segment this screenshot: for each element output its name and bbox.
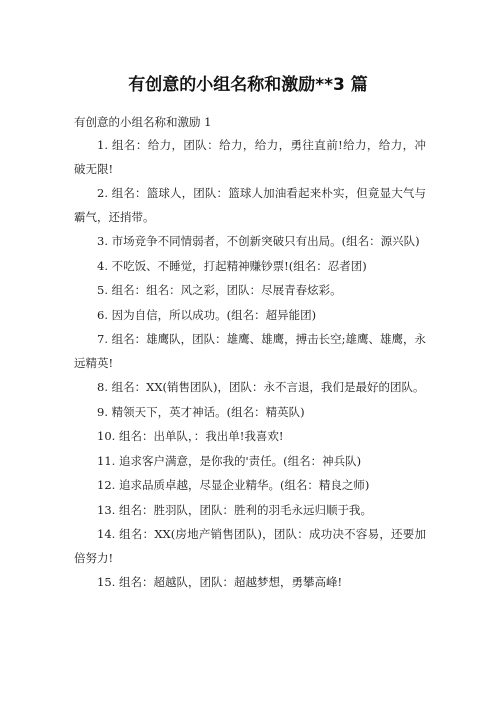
list-item: 8. 组名：XX(销售团队)，团队：永不言退，我们是最好的团队。: [97, 380, 425, 394]
section-subtitle: 有创意的小组名称和激励 1: [74, 115, 212, 129]
list-item: 2. 组名：篮球人，团队：篮球人加油看起来朴实，但竟显大气与霸气，还捎带。: [74, 186, 426, 224]
list-item: 1. 组名：给力，团队：给力，给力，勇往直前!给力，给力，冲破无限!: [74, 138, 426, 176]
list-item: 6. 因为自信，所以成功。(组名：超异能团): [97, 307, 317, 322]
list-item: 9. 精领天下，英才神话。(组名：精英队): [97, 404, 305, 419]
list-item: 14. 组名：XX(房地产销售团队)，团队：成功决不容易，还要加倍努力!: [74, 527, 426, 565]
list-item: 12. 追求品质卓越，尽显企业精华。(组名：精良之师): [97, 478, 370, 492]
list-item: 5. 组名：组名：风之彩，团队：尽展青春炫彩。: [97, 283, 342, 297]
list-item: 10. 组名：出单队，：我出单!我喜欢!: [97, 429, 284, 443]
slogan-list: [74, 134, 426, 596]
list-item: 15. 组名：超越队，团队：超越梦想，勇攀高峰!: [97, 575, 343, 589]
list-item: 3. 市场竞争不同情弱者，不创新突破只有出局。(组名：源兴队): [97, 234, 420, 248]
list-item: 4. 不吃饭、不睡觉，打起精神赚钞票!(组名：忍者团): [97, 258, 367, 273]
document-title: 有创意的小组名称和激励**3 篇: [128, 75, 368, 95]
list-item: 11. 追求客户满意，是你我的'责任。(组名：神兵队): [97, 453, 362, 468]
list-item: 7. 组名：雄鹰队，团队：雄鹰、雄鹰，搏击长空;雄鹰、雄鹰，永远精英!: [74, 332, 426, 370]
list-item: 13. 组名：胜羽队，团队：胜利的羽毛永远归顺于我。: [97, 502, 372, 517]
